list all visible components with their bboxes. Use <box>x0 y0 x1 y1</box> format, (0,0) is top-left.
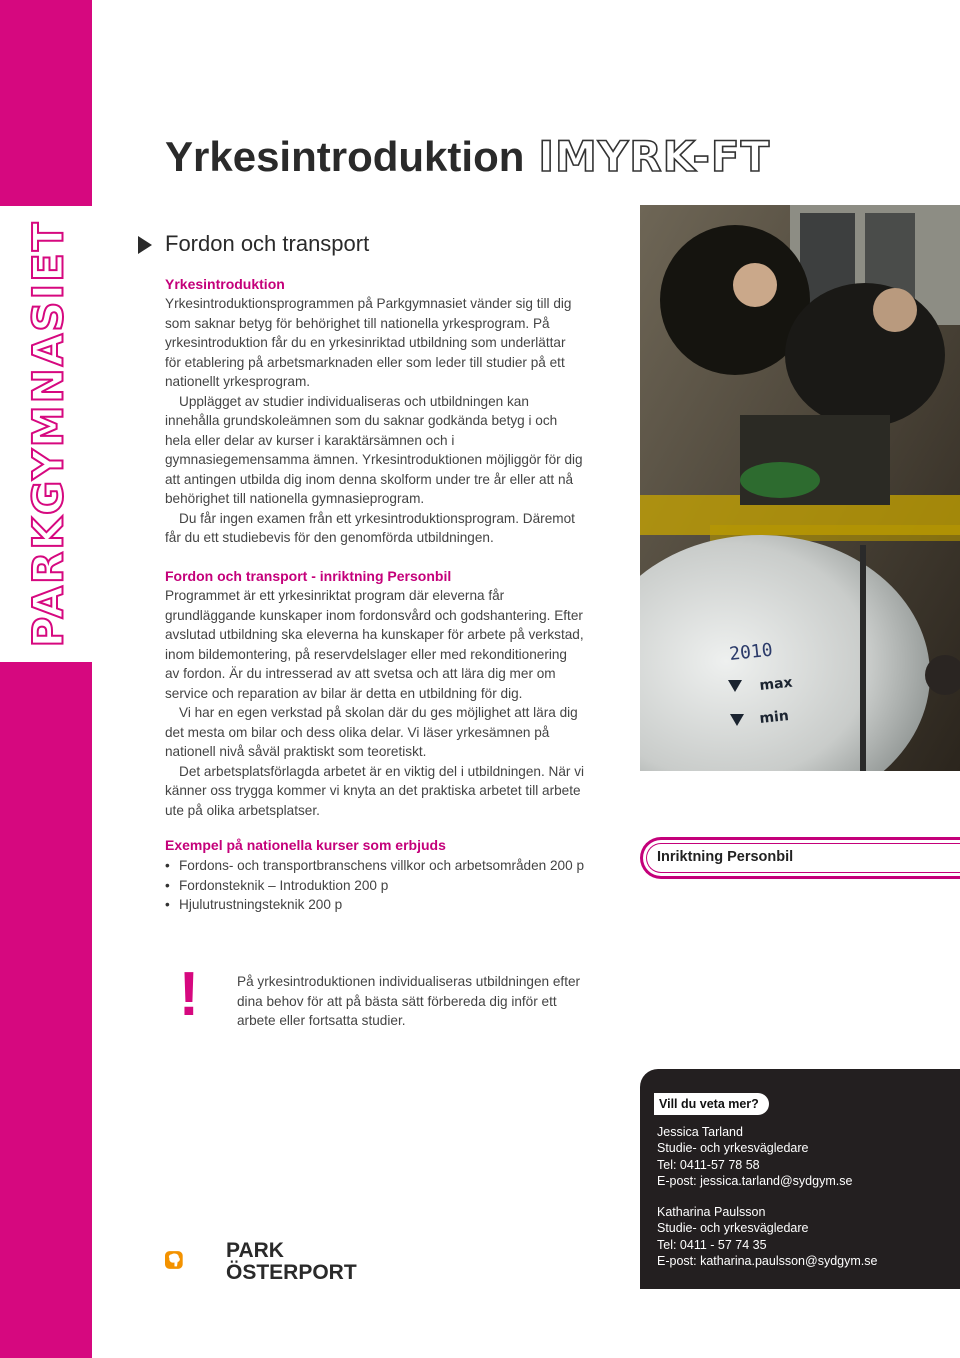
contact-tag: Vill du veta mer? <box>654 1093 769 1115</box>
intro-paragraph-3: Du får ingen examen från ett yrkesintroduktionsprogram. Däremot får du ett studiebevis för den genomförda utbildningen. <box>165 510 575 545</box>
list-item: • Hjulutrustningsteknik 200 p <box>165 895 584 915</box>
contact-name: Jessica Tarland <box>657 1125 743 1139</box>
workshop-photo <box>640 205 960 771</box>
tank-max-text: max <box>758 674 794 694</box>
list-item: • Fordons- och transportbranschens villkor och arbetsområden 200 p <box>165 856 584 876</box>
svg-text:!: ! <box>178 963 200 1023</box>
contact-person-1 <box>657 1124 852 1189</box>
sidebar-top-bar <box>0 0 92 206</box>
program-section <box>165 567 585 820</box>
workshop-illustration <box>640 205 960 771</box>
park-osterport-logo <box>165 1230 225 1290</box>
tank-year-text: 2010 <box>728 639 774 665</box>
page-title <box>165 132 770 181</box>
logo-line-2: ÖSTERPORT <box>226 1261 357 1284</box>
list-item: • Fordonsteknik – Introduktion 200 p <box>165 876 584 896</box>
program-paragraph-3: Det arbetsplatsförlagda arbetet är en viktig del i utbildningen. När vi känner oss trygga kommer vi knyta an det praktiska arbetet till arbete ute på olika arbetsplatser. <box>165 763 585 818</box>
title-text: Yrkesintroduktion <box>165 133 525 180</box>
logo-line-1: PARK <box>226 1239 284 1262</box>
exclamation-icon <box>165 963 213 1023</box>
courses-list <box>165 856 584 915</box>
program-paragraph-1: Programmet är ett yrkesinriktat program där eleverna får grundläggande kunskaper inom fordonsvård och godshantering. Efter avslutad utbildning ska eleverna ha kunskaper för arbete på verkstad, inom bildemontering, på reservdelslager eller med rekonditionering av fordon. Är du intresserad av att svetsa och att lära dig mer om service och reparation av bilar är detta en utbildning för dig. <box>165 588 584 701</box>
contact-name: Katharina Paulsson <box>657 1205 766 1219</box>
program-heading: Fordon och transport - inriktning Personbil <box>165 568 452 584</box>
contact-role: Studie- och yrkesvägledare <box>657 1141 809 1156</box>
courses-section <box>165 836 585 855</box>
section-heading: Fordon och transport <box>165 231 370 256</box>
orientation-label: Inriktning Personbil <box>657 849 794 865</box>
contact-email: E-post: jessica.tarland@sydgym.se <box>657 1173 853 1188</box>
intro-section <box>165 275 585 548</box>
info-note: På yrkesintroduktionen individualiseras utbildningen efter dina behov för att på bästa sätt förbereda dig inför ett arbete eller fortsatta studier. <box>237 974 581 1028</box>
contact-person-2 <box>657 1204 877 1269</box>
intro-paragraph-1: Yrkesintroduktionsprogrammen på Parkgymnasiet vänder sig till dig som saknar betyg för behörighet till nationella yrkesprogram. På yrkesintroduktion får du en yrkesinriktad utbildning som underlättar för etablering på arbetsmarknaden eller som leder till studier på ett nationellt yrkesprogram. <box>165 296 572 389</box>
section-arrow-icon <box>138 236 152 254</box>
program-code: IMYRK-FT <box>538 132 771 181</box>
logo-wordmark <box>226 1240 357 1284</box>
contact-role: Studie- och yrkesvägledare <box>657 1221 809 1236</box>
contact-email: E-post: katharina.paulsson@sydgym.se <box>657 1253 878 1268</box>
intro-heading: Yrkesintroduktion <box>165 276 285 292</box>
program-paragraph-2: Vi har en egen verkstad på skolan där du ges möjlighet att lära dig det mesta om bilar och dess olika delar. Vi läser yrkesämnen på nationell nivå såväl praktiskt som teoretiskt. <box>165 705 578 759</box>
sidebar-bottom-bar <box>0 662 92 1358</box>
courses-heading: Exempel på nationella kurser som erbjuds <box>165 837 446 853</box>
tank-min-text: min <box>758 707 790 727</box>
contact-phone: Tel: 0411 - 57 74 35 <box>657 1237 767 1252</box>
intro-paragraph-2: Upplägget av studier individualiseras och utbildningen kan innehålla grundskoleämnen som du saknar godkända betyg i och hela eller delar av kurser i karaktärsämnen och i gymnasiegemensamma ämnen. Yrkesintroduktionen möjliggör för dig att antingen utbilda dig inom denna skolform under tre år eller att nå behörighet till nationella gymnasieprogram. <box>165 393 583 506</box>
contact-phone: Tel: 0411-57 78 58 <box>657 1157 760 1172</box>
